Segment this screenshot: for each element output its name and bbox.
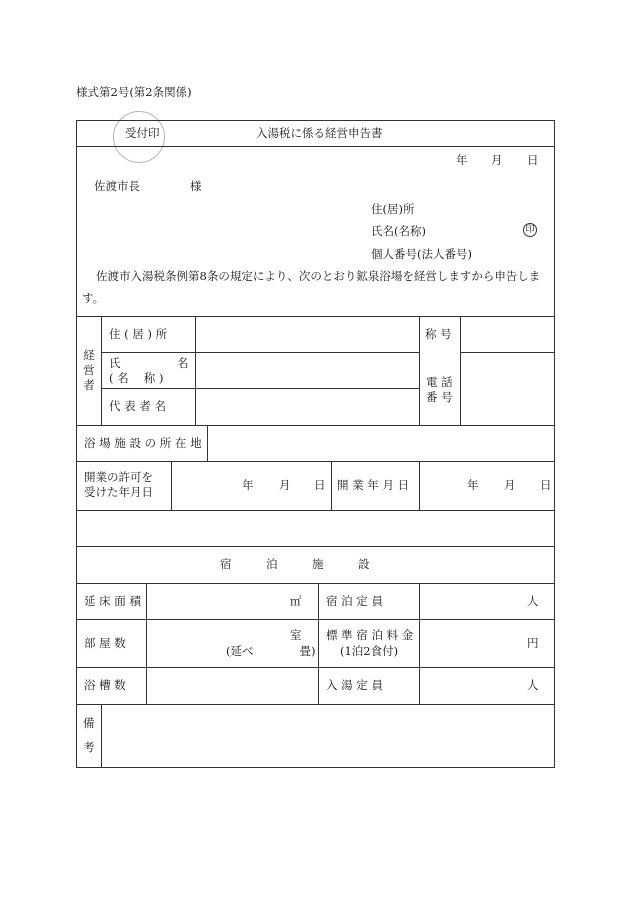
rule-op-1b (460, 352, 555, 353)
declaration-line-2: す。 (82, 291, 105, 305)
license-day: 日 (314, 478, 326, 492)
capacity-label: 宿 泊 定 員 (326, 594, 383, 608)
rule-lodging-1 (76, 619, 555, 620)
license-year: 年 (242, 478, 254, 492)
opening-month: 月 (504, 478, 516, 492)
rooms-mat-note: (延べ 畳) (226, 644, 316, 658)
operator-phone-label-b: 番 号 (426, 390, 453, 404)
applicant-name-label: 氏名(名称) (371, 224, 426, 238)
seal-mark: 印 (523, 223, 537, 237)
bath-count-label: 浴 槽 数 (84, 678, 126, 692)
rule-blank (76, 546, 555, 547)
operator-name-label-a: 氏 (109, 356, 121, 370)
rule-lodg-v3 (419, 583, 420, 704)
stamp-label: 受付印 (125, 126, 160, 140)
rule-op-v3 (419, 316, 420, 425)
license-month: 月 (279, 478, 291, 492)
rule-lodging-2 (76, 667, 555, 668)
operator-trade-name-label: 称 号 (425, 327, 452, 341)
opening-date-label: 開 業 年 月 日 (337, 478, 410, 492)
rule-lic-v2 (331, 461, 332, 510)
rule-loc-v (207, 425, 208, 461)
bath-capacity-label: 入 湯 定 員 (326, 678, 383, 692)
date-day: 日 (527, 153, 539, 167)
license-label-line-2: 受けた年月日 (84, 485, 153, 499)
rule-lic-v1 (171, 461, 172, 510)
remarks-label-1: 備 (83, 716, 95, 730)
form-title: 入湯税に係る経営申告書 (256, 126, 383, 140)
addressee-honorific: 様 (190, 179, 202, 193)
standard-rate-label: 標 準 宿 泊 料 金 (326, 628, 414, 642)
rooms-unit: 室 (290, 628, 302, 642)
rule-location (76, 461, 555, 462)
rule-op-2 (101, 388, 419, 389)
capacity-unit: 人 (527, 594, 539, 608)
operator-address-label: 住 ( 居 ) 所 (109, 327, 168, 341)
floor-area-label: 延 床 面 積 (84, 594, 141, 608)
form-number: 様式第2号(第2条関係) (76, 85, 192, 99)
rule-operator (76, 425, 555, 426)
opening-year: 年 (467, 478, 479, 492)
standard-rate-unit: 円 (527, 636, 539, 650)
opening-day: 日 (540, 478, 552, 492)
rule-lodging-3 (76, 704, 555, 705)
date-month: 月 (491, 153, 503, 167)
rule-op-v4 (460, 316, 461, 425)
operator-phone-label-a: 電 話 (426, 375, 453, 389)
rule-op-1a (101, 352, 419, 353)
lodging-section-title: 宿 泊 施 設 (220, 557, 370, 571)
rule-declaration (76, 316, 555, 317)
applicant-address-label: 住(居)所 (371, 202, 415, 216)
floor-area-unit: ㎡ (290, 594, 302, 608)
rule-lodging-title (76, 583, 555, 584)
operator-name-label-c: ( 名 称 ) (109, 371, 164, 385)
date-year: 年 (456, 153, 468, 167)
bath-capacity-unit: 人 (527, 678, 539, 692)
rule-header (76, 146, 555, 147)
rule-license (76, 510, 555, 511)
rule-lodg-v1 (146, 583, 147, 704)
rooms-label: 部 屋 数 (84, 636, 126, 650)
remarks-label-2: 考 (83, 740, 95, 754)
operator-section-label: 経 営 者 (83, 348, 95, 392)
facility-location-label: 浴 場 施 設 の 所 在 地 (84, 436, 202, 450)
declaration-line-1: 佐渡市入湯税条例第8条の規定により、次のとおり鉱泉浴場を経営しますから申告しま (96, 269, 541, 283)
rule-lic-v3 (419, 461, 420, 510)
rule-op-v2 (195, 316, 196, 425)
applicant-number-label: 個人番号(法人番号) (371, 247, 472, 261)
addressee-name: 佐渡市長 (94, 179, 140, 193)
license-label-line-1: 開業の許可を (84, 470, 153, 484)
rule-lodg-v2 (318, 583, 319, 704)
standard-rate-note: (1泊2食付) (340, 644, 399, 658)
operator-representative-label: 代 表 者 名 (109, 399, 166, 413)
rule-op-v1 (101, 316, 102, 425)
rule-remarks-v (101, 704, 102, 768)
operator-name-label-b: 名 (177, 356, 189, 370)
